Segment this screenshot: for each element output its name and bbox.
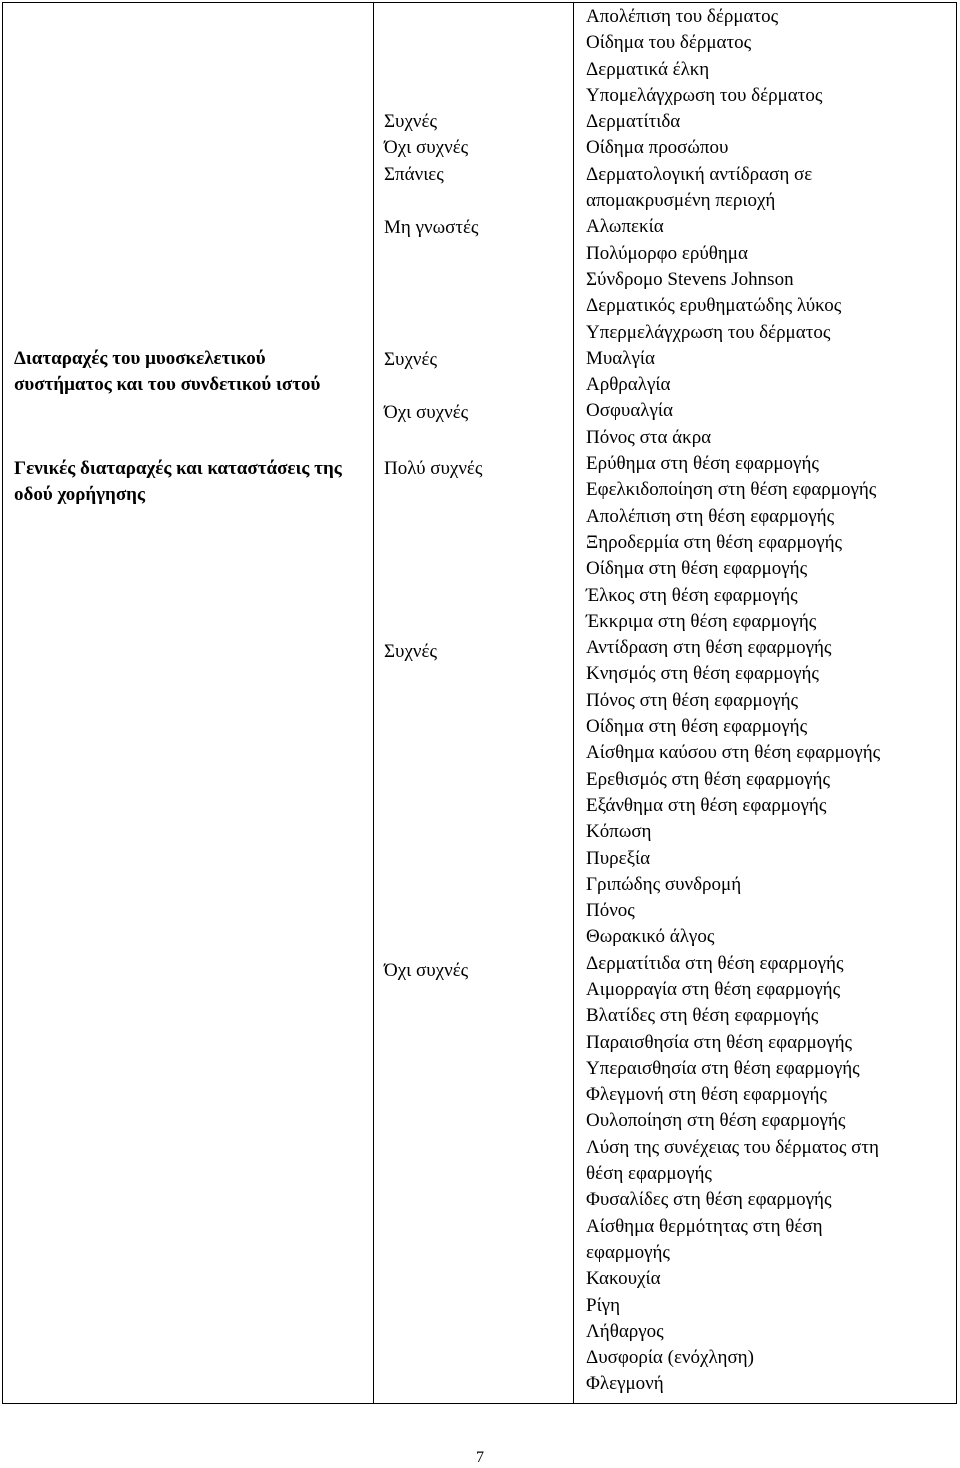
frequency-group xyxy=(384,215,569,241)
adverse-reaction-item: Πόνος στη θέση εφαρμογής xyxy=(586,689,799,711)
adverse-reaction-item: Θωρακικό άλγος xyxy=(586,926,715,948)
adverse-reaction-item: Μυαλγία xyxy=(586,347,655,369)
adverse-reaction-item: Δυσφορία (ενόχληση) xyxy=(586,1347,754,1369)
frequency-label: Όχι συχνές xyxy=(384,960,469,981)
adverse-reaction-item: Λύση της συνέχειας του δέρματος στη xyxy=(586,1136,879,1158)
adverse-reaction-item: Φλεγμονή στη θέση εφαρμογής xyxy=(586,1084,827,1106)
adverse-reaction-item: Οίδημα στη θέση εφαρμογής xyxy=(586,716,808,738)
adverse-reaction-item: Φυσαλίδες στη θέση εφαρμογής xyxy=(586,1189,832,1211)
adverse-reaction-item: Πολύμορφο ερύθημα xyxy=(586,242,748,264)
frequency-group xyxy=(384,109,569,188)
adverse-reaction-item: Έλκος στη θέση εφαρμογής xyxy=(586,584,798,606)
adverse-reaction-item: Φλεγμονή xyxy=(586,1373,664,1395)
adverse-reaction-item: Δερματολογική αντίδραση σε xyxy=(586,163,813,185)
adverse-reaction-item: Βλατίδες στη θέση εφαρμογής xyxy=(586,1005,819,1027)
adverse-reaction-item: εφαρμογής xyxy=(586,1241,670,1263)
frequency-group xyxy=(384,639,569,665)
frequency-label: Πολύ συχνές xyxy=(384,458,483,479)
adverse-reaction-item: Λήθαργος xyxy=(586,1320,664,1342)
frequency-group xyxy=(384,400,569,426)
adverse-reaction-item: Απολέπιση του δέρματος xyxy=(586,6,779,27)
adverse-reaction-list xyxy=(586,4,946,1398)
page-number: 7 xyxy=(476,1449,484,1466)
soc-label: Γενικές διαταραχές και καταστάσεις της οδού χορήγησης xyxy=(14,458,342,506)
frequency-label: Όχι συχνές xyxy=(384,402,469,423)
soc-musculoskeletal xyxy=(14,346,366,399)
adverse-reaction-item: Ρίγη xyxy=(586,1294,621,1316)
adverse-reaction-item: θέση εφαρμογής xyxy=(586,1163,712,1185)
adverse-reaction-item: Αντίδραση στη θέση εφαρμογής xyxy=(586,637,832,659)
adverse-reactions-table xyxy=(2,2,957,1404)
adverse-reaction-item: Κακουχία xyxy=(586,1268,661,1290)
adverse-reaction-item: Δερματικά έλκη xyxy=(586,58,710,80)
adverse-reaction-item: Αίσθημα θερμότητας στη θέση xyxy=(586,1215,823,1237)
adverse-reaction-item: Γριπώδης συνδρομή xyxy=(586,873,742,895)
adverse-reaction-item: Ξηροδερμία στη θέση εφαρμογής xyxy=(586,531,843,553)
adverse-reaction-item: Δερματικός ερυθηματώδης λύκος xyxy=(586,295,842,317)
adverse-reaction-item: Εφελκιδοποίηση στη θέση εφαρμογής xyxy=(586,479,877,501)
frequency-label: Όχι συχνές xyxy=(384,137,469,159)
system-organ-class-column xyxy=(3,3,374,1403)
frequency-label: Συχνές xyxy=(384,349,437,370)
adverse-reaction-item: Πόνος xyxy=(586,900,635,922)
adverse-reaction-item: Οίδημα του δέρματος xyxy=(586,32,752,54)
adverse-reaction-item: Οίδημα στη θέση εφαρμογής xyxy=(586,558,808,580)
adverse-reaction-item: Αρθραλγία xyxy=(586,374,671,396)
adverse-reaction-item: Υπεραισθησία στη θέση εφαρμογής xyxy=(586,1057,860,1079)
adverse-reaction-item: Δερματίτιδα στη θέση εφαρμογής xyxy=(586,952,844,974)
adverse-reaction-item: απομακρυσμένη περιοχή xyxy=(586,190,776,212)
adverse-reaction-item: Κόπωση xyxy=(586,821,652,843)
frequency-label: Συχνές xyxy=(384,641,437,662)
adverse-reaction-item: Αιμορραγία στη θέση εφαρμογής xyxy=(586,978,841,1000)
adverse-reaction-item: Υπερμελάγχρωση του δέρματος xyxy=(586,321,831,343)
frequency-group xyxy=(384,456,569,482)
adverse-reaction-item: Σύνδρομο Stevens Johnson xyxy=(586,268,794,290)
adverse-reaction-item: Απολέπιση στη θέση εφαρμογής xyxy=(586,505,835,527)
adverse-reaction-item: Εξάνθημα στη θέση εφαρμογής xyxy=(586,794,827,816)
frequency-label: Μη γνωστές xyxy=(384,217,479,238)
adverse-reaction-item: Κνησμός στη θέση εφαρμογής xyxy=(586,663,819,685)
adverse-reaction-item: Ερύθημα στη θέση εφαρμογής xyxy=(586,453,819,475)
adverse-reaction-item: Δερματίτιδα xyxy=(586,111,681,133)
adverse-reaction-item: Οσφυαλγία xyxy=(586,400,673,422)
frequency-column xyxy=(374,3,574,1403)
frequency-label: Συχνές xyxy=(384,111,437,132)
frequency-group xyxy=(384,347,569,373)
frequency-label: Σπάνιες xyxy=(384,163,444,185)
adverse-reaction-item: Αλωπεκία xyxy=(586,216,664,238)
adverse-reaction-item: Οίδημα προσώπου xyxy=(586,137,729,159)
adverse-reaction-item: Πυρεξία xyxy=(586,847,651,869)
soc-general-disorders xyxy=(14,456,366,509)
adverse-reaction-item: Πόνος στα άκρα xyxy=(586,426,712,448)
soc-label: Διαταραχές του μυοσκελετικού συστήματος και του συνδετικού ιστού xyxy=(14,348,321,396)
adverse-reaction-item: Υπομελάγχρωση του δέρματος xyxy=(586,84,823,106)
adverse-reaction-item: Έκκριμα στη θέση εφαρμογής xyxy=(586,610,817,632)
adverse-reaction-item: Ουλοποίηση στη θέση εφαρμογής xyxy=(586,1110,846,1132)
adverse-reaction-item: Ερεθισμός στη θέση εφαρμογής xyxy=(586,768,830,790)
frequency-group xyxy=(384,958,569,984)
adverse-reaction-item: Αίσθημα καύσου στη θέση εφαρμογής xyxy=(586,742,881,764)
adverse-reaction-item: Παραισθησία στη θέση εφαρμογής xyxy=(586,1031,853,1053)
adverse-reaction-column xyxy=(574,3,956,1403)
